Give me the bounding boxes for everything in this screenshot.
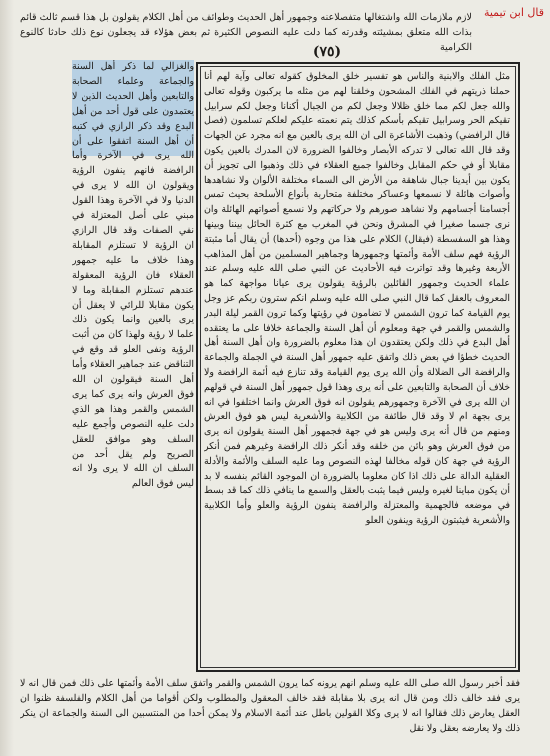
main-paragraph: مثل الفلك والابنية والناس هو تفسير خلق المخلوق كقوله تعالى وآية لهم أنا حملنا ذريتهم في الفلك المشحون وخلقنا لهم من مثله ما يركبون وقوله تعالى والله جعل لكم مما خلق ظلالا وجعل لكم من الجبال أكنانا وجعل لكم سرابيل تقيكم الحر وسرابيل تقيكم بأسكم كذلك يتم نعمته عليكم لعلكم تسلمون (فصل قال الرافضي) وذهبت الأشاعرة الى ان الله يرى بالعين مع انه مجرد عن الجهات وقد قال الله تعالى لا تدركه الأبصار وخالفوا الضرورة لان المدرك بالعين يكون مقابلا أو في حكم المقابل وخالفوا جميع العقلاء في ذلك وذهبوا الى تجويز أن يكون بين أيدينا جبال شاهقة من الأرض الى السماء مختلفة الألوان ولا نشاهدها وأصوات هائلة لا نسمعها وعساكر مختلفة متحاربة بأنواع الأسلحة بحيث تمس أجسامنا أجسامهم ولا نشاهد صورهم ولا حركاتهم ولا نسمع أصواتهم الهائلة وان نرى جسما صغيرا في المشرق ونحن في المغرب مع كثرة الحائل بيننا وبينها وهذا هو السفسطة (فيقال) الكلام على هذا من وجوه (أحدها) أن يقال أما مثبتة الرؤية فهم سلف الأمة وأئمتها وجمهورها وجماهير المسلمين من أهل المذاهب الأربعة وغيرها وقد تواترت فيه الأحاديث عن النبي صلى الله عليه وسلم عند علماء الحديث وجمهور القائلين بالرؤية يقولون يرى عيانا مواجهة كما هو المعروف بالعقل كما قال النبي صلى الله عليه وسلم انكم سترون ربكم عز وجل يوم القيامة كما ترون الشمس لا تضامون في رؤيتها وكما ترون القمر ليلة البدر والشمس والقمر في جهة ومعلوم أن أهل السنة والجماعة خلافا على ما يعتقده أهل البدع في ذلك ولكن يعتقدون ان هذا معلوم بالضرورة وان أهل السنة أهل الحديث خطؤا في بعض ذلك واتفق عليه جمهور أهل السنة في الجملة والجماعة والرافضة الى الضلالة وأن الله يرى يوم القيامة وقد تنازع فيه أئمة الرافضة ولا خلاف أن الصحابة والتابعين على أنه يرى وهذا قول جمهور أهل السنة في قولهم ان الله يرى في الآخرة وجمهورهم يقولون انه فوق العرش وانما اختلفوا في انه يرى بجهة ام لا وقد قال طائفة من الكلابية والأشعرية ليس هو فوق العرش ومنهم من قال أنه يرى وليس هو في جهة فجمهور أهل السنة يقولون انه يرى من فوق العرش وهو بائن من خلقه وقد أنكر ذلك الرافضة وغيرهم فمن أنكر الرؤية في جهة كان قوله مخالفا لهذه النصوص وما عليه السلف والأئمة والأدلة العقلية الدالة على ذلك اذا كان معلوما بالضرورة ان الموجود القائم بنفسه لا بد أن يكون مباينا لغيره وليس فيما يثبت بالعقل والسمع ما ينافي ذلك كما قد بسط في موضعه فالجهمية والمعتزلة والرافضة ينفون الرؤية والعلو وأما الكلابية والأشعرية فيثبتون الرؤية وينفون العلو (204, 71, 510, 526)
page-spine-shadow (0, 0, 14, 756)
margin-paragraph: والغزالي لما ذكر أهل السنة والجماعة وعلماء الصحابة والتابعين وأهل الحديث الذين لا يعتمدون على قول أحد من أهل البدع وقد ذكر الرازي في كتبه أن أهل السنة اتفقوا على أن الله يرى في الآخرة وأما الرافضة فانهم ينفون الرؤية ويقولون ان الله لا يرى في الدنيا ولا في الآخرة وهذا القول مبني على أصل المعتزلة في نفي الصفات وقد قال الرازي ان الرؤية لا تستلزم المقابلة وهذا خلاف ما عليه جمهور العقلاء فان الرؤية المعقولة عندهم تستلزم المقابلة وما لا يكون مقابلا للرائي لا يعقل أن يرى بالعين وانما يكون ذلك علما لا رؤية ولهذا كان من أثبت الرؤية ونفى العلو قد وقع في التناقض عند جماهير العقلاء وأما أهل السنة فيقولون ان الله فوق العرش وانه يرى كما يرى الشمس والقمر وهذا هو الذي دلت عليه النصوص وأجمع عليه السلف وهو موافق للعقل الصريح ولم يقل أحد من السلف ان الله لا يرى ولا انه ليس فوق العالم (72, 61, 194, 490)
main-text-block (204, 70, 510, 664)
header-paragraph: لازم ملازمات الله واشتغالها متفصلاعنه وجمهور أهل الحديث وطوائف من أهل الكلام يقولون بل هذا قسم ثالث قائم بذات الله متعلق بمشيئته وقدرته كما دلت عليه النصوص الكثيرة ثم بعض هؤلاء قد يجعلون نوع ذلك حادثا كالنوع الكرامية (20, 12, 472, 53)
footer-paragraph: فقد أخبر رسول الله صلى الله عليه وسلم انهم يرونه كما يرون الشمس والقمر واتفق سلف الأمة وأئمتها على ذلك فمن قال انه لا يرى فقد خالف ذلك ومن قال انه يرى بلا مقابلة فقد خالف المعقول والمطلوب ولكن أقواما من أهل الكلام والفلسفة ظنوا ان العقل يعارض ذلك فقالوا انه لا يرى وكلا القولين باطل عند أئمة الاسلام ولا يمكن أحدا من المنتسبين الى السنة والجماعة ان ينكر ذلك ولا يعارضه بعقل ولا نقل (20, 678, 520, 734)
page-number: (٧٥) (312, 44, 342, 60)
footer-text-block (20, 676, 520, 748)
source-label: قال ابن تيمية (483, 6, 544, 19)
margin-commentary-column (72, 60, 194, 670)
